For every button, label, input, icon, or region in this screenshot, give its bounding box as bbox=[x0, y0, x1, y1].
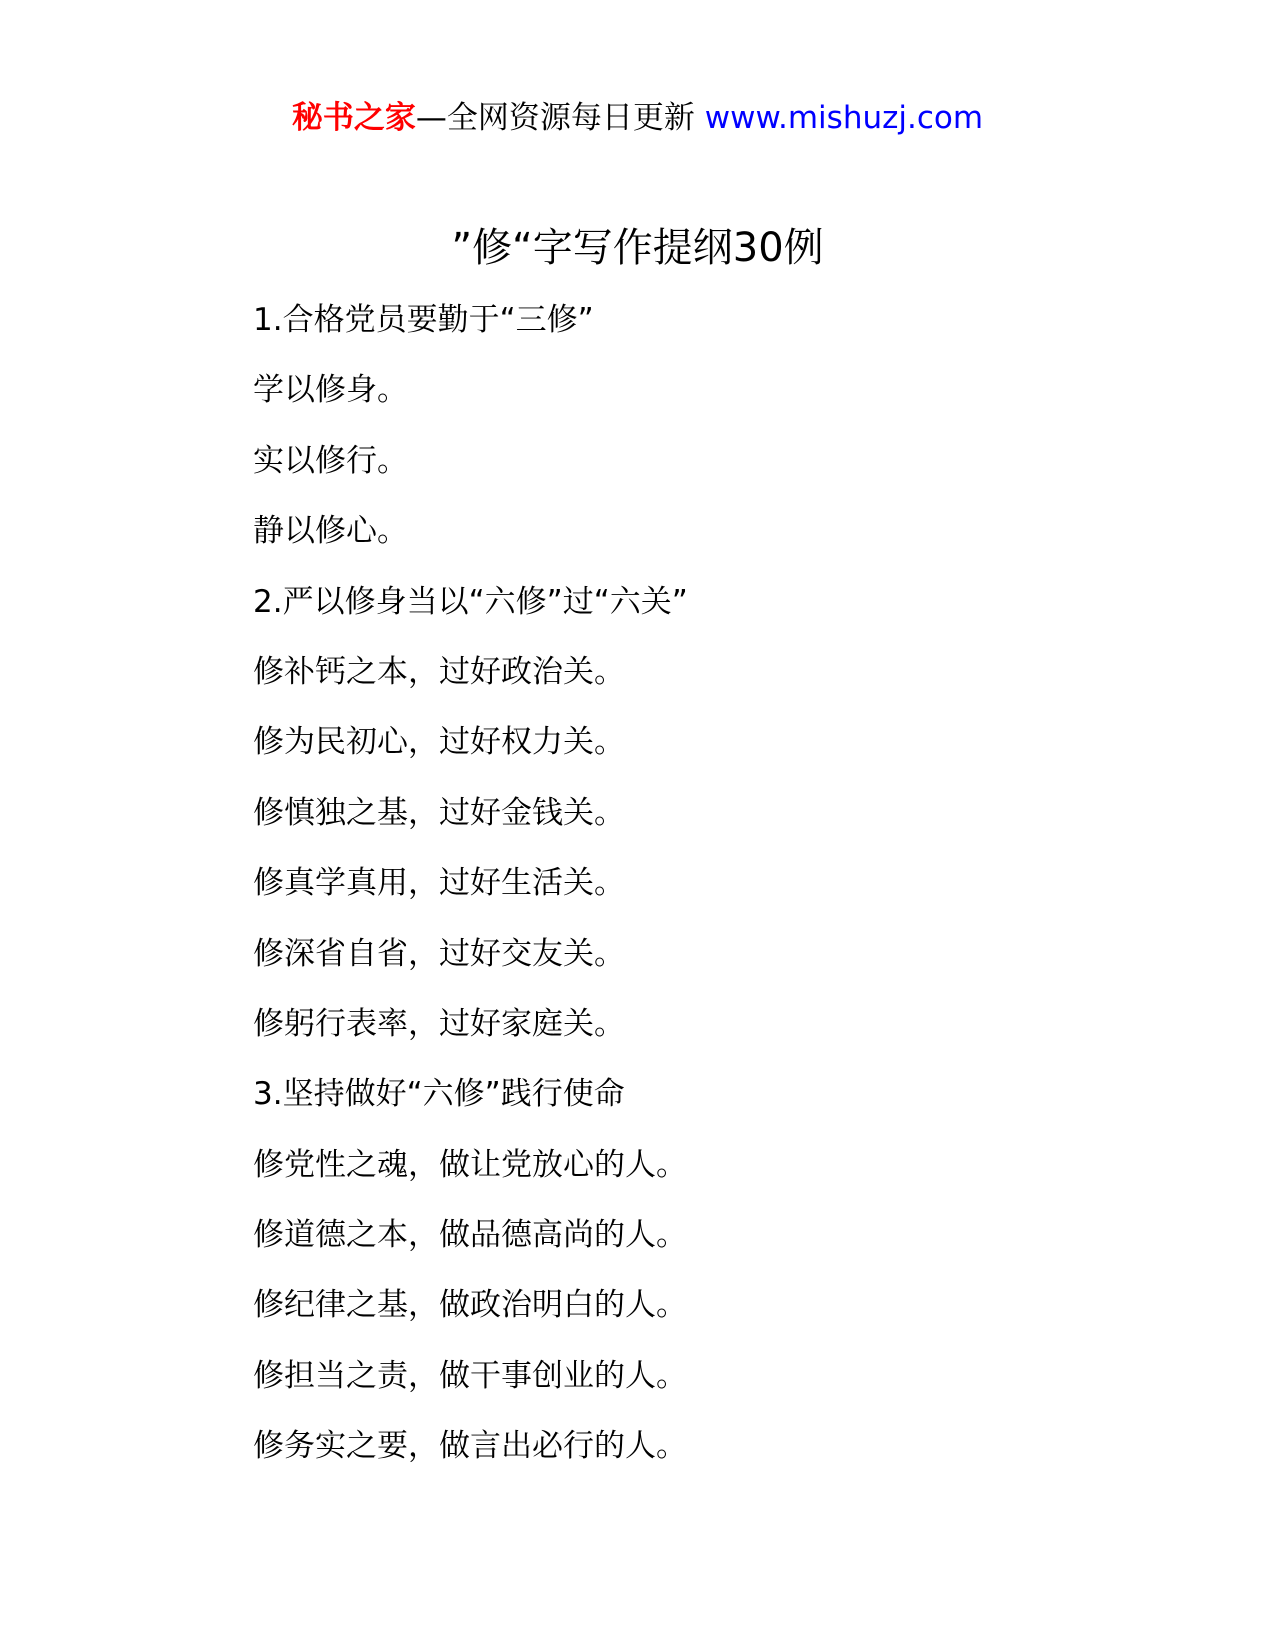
section-heading-2: 2.严以修身当以“六修”过“六关” bbox=[253, 583, 688, 620]
body-line: 学以修身。 bbox=[253, 372, 408, 409]
body-line: 修道德之本，做品德高尚的人。 bbox=[253, 1217, 687, 1254]
document-body bbox=[253, 300, 1213, 1497]
site-brand: 秘书之家 bbox=[291, 100, 416, 136]
body-line: 静以修心。 bbox=[253, 513, 408, 550]
body-line: 修深省自省，过好交友关。 bbox=[253, 935, 625, 972]
body-line: 修躬行表率，过好家庭关。 bbox=[253, 1005, 625, 1042]
body-line: 实以修行。 bbox=[253, 442, 408, 479]
site-tagline: —全网资源每日更新 bbox=[415, 100, 705, 136]
document-title: ”修“字写作提纲30例 bbox=[451, 225, 824, 271]
page-header bbox=[0, 98, 1275, 138]
body-line: 修党性之魂，做让党放心的人。 bbox=[253, 1146, 687, 1183]
body-line: 修补钙之本，过好政治关。 bbox=[253, 653, 625, 690]
site-url-link[interactable]: www.mishuzj.com bbox=[704, 100, 984, 136]
body-line: 修慎独之基，过好金钱关。 bbox=[253, 794, 625, 831]
section-heading-3: 3.坚持做好“六修”践行使命 bbox=[253, 1076, 625, 1113]
body-line: 修为民初心，过好权力关。 bbox=[253, 724, 625, 761]
body-line: 修务实之要，做言出必行的人。 bbox=[253, 1428, 687, 1465]
body-line: 修真学真用，过好生活关。 bbox=[253, 865, 625, 902]
body-line: 修担当之责，做干事创业的人。 bbox=[253, 1357, 687, 1394]
body-line: 修纪律之基，做政治明白的人。 bbox=[253, 1287, 687, 1324]
section-heading-1: 1.合格党员要勤于“三修” bbox=[253, 302, 594, 338]
